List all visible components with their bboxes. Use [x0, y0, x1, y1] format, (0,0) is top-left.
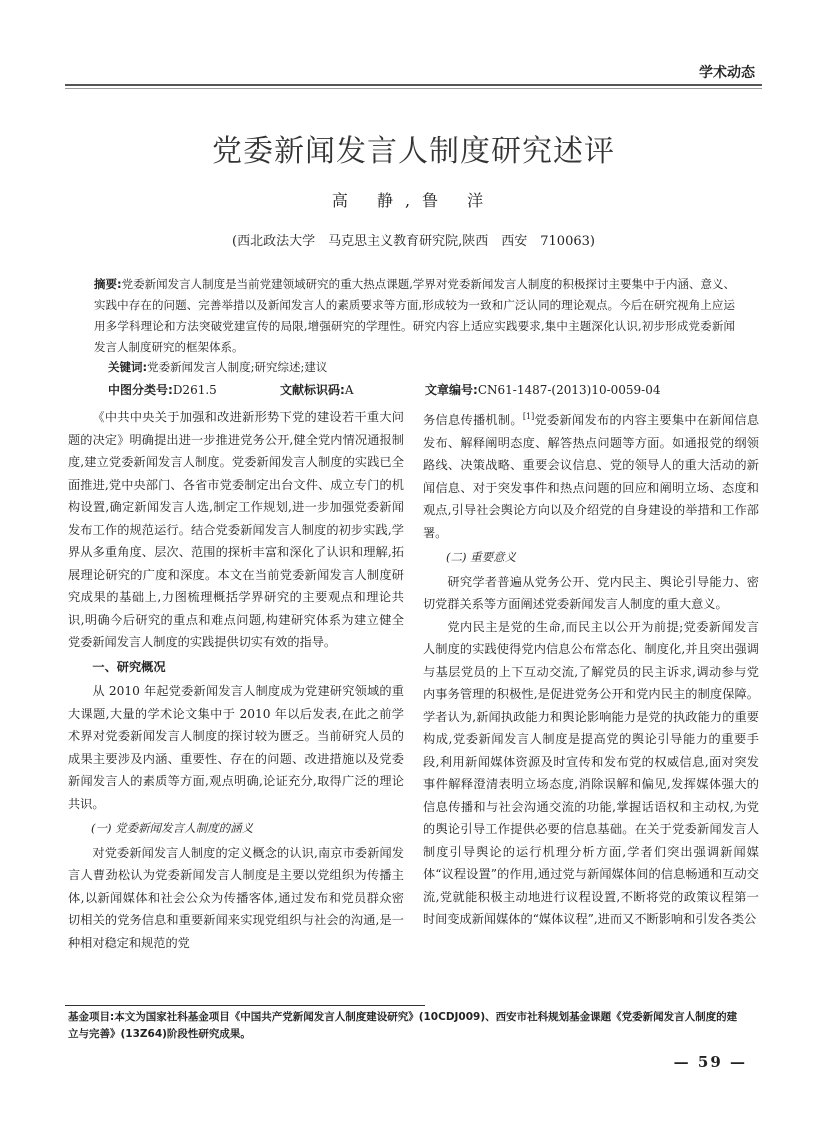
abstract-text: 党委新闻发言人制度是当前党建领域研究的重大热点课题,学界对党委新闻发言人制度的积极探讨主要集中于内涵、意义、实践中存在的问题、完善举措以及新闻发言人的素质要求等方面,形成较为一致和广泛认同的理论观点。今后在研究视角上应运用多学科理论和方法突破党建宣传的局限,增强研究的学理性。研究内容上适应实践要求,集中主题深化认识,初步形成党委新闻发言人制度研究的框架体系。 — [94, 277, 735, 354]
left-column — [68, 406, 404, 954]
article-value: CN61-1487-(2013)10-0059-04 — [477, 383, 661, 397]
clc-number — [108, 381, 217, 398]
keywords — [108, 359, 327, 375]
democracy-paragraph: 党内民主是党的生命,而民主以公开为前提;党委新闻发言人制度的实践使得党内信息公布常态化、制度化,并且突出强调与基层党员的上下互动交流,了解党员的民主诉求,调动参与党内事务管理的积极性,是促进党务公开和党内民主的制度保障。学者认为,新闻执政能力和舆论影响能力是党的执政能力的重要构成,党委新闻发言人制度是提高党的舆论引导能力的重要手段,利用新闻媒体资源及时宣传和发布党的权威信息,面对突发事件解释澄清表明立场态度,消除误解和偏见,发挥媒体强大的信息传播和与社会沟通交流的功能,掌握话语权和主动权,为党的舆论引导工作提供必要的信息基础。在关于党委新闻发言人制度引导舆论的运行机理分析方面,学者们突出强调新闻媒体“议程设置”的作用,通过党与新闻媒体间的信息畅通和互动交流,党就能积极主动地进行议程设置,不断将党的政策议程第一时间变成新闻媒体的“媒体议程”,进而又不断影响和引发各类公 — [423, 619, 759, 927]
doc-label: 文献标识码: — [280, 383, 345, 397]
right-column — [423, 406, 759, 931]
subsection-heading-meaning: (一) 党委新闻发言人制度的涵义 — [91, 821, 254, 835]
continued-text-b: 党委新闻发布的内容主要集中在新闻信息发布、解释阐明态度、解答热点问题等方面。如通报党的纲领路线、决策战略、重要会议信息、党的领导人的重大活动的新闻信息、对于突发事件和热点问题的回应和阐明立场、态度和观点,引导社会舆论方向以及介绍党的自身建设的举措和工作部署。 — [423, 413, 760, 540]
doc-value: A — [344, 383, 354, 397]
journal-section-label: 学术动态 — [699, 65, 755, 81]
affiliation: (西北政法大学 马克思主义教育研究院,陕西 西安 710063) — [232, 234, 595, 249]
clc-label: 中图分类号: — [108, 383, 173, 397]
significance-intro-paragraph: 研究学者普遍从党务公开、党内民主、舆论引导能力、密切党群关系等方面阐述党委新闻发言人制度的重大意义。 — [423, 574, 759, 612]
abstract — [94, 274, 735, 358]
abstract-label: 摘要: — [94, 277, 122, 291]
authors: 高 静,鲁 洋 — [331, 191, 496, 210]
intro-paragraph: 《中共中央关于加强和改进新形势下党的建设若干重大问题的决定》明确提出进一步推进党务公开,健全党内情况通报制度,建立党委新闻发言人制度。党委新闻发言人制度的实践已全面推进,党中央部门、各省市党委制定出台文件、成立专门的机构设置,确定新闻发言人选,制定工作规划,进一步加强党委新闻发布工作的规范运行。结合党委新闻发言人制度的初步实践,学界从多重角度、层次、范围的探析丰富和深化了认识和理解,拓展理论研究的广度和深度。本文在当前党委新闻发言人制度研究成果的基础上,力图梳理概括学界研究的主要观点和理论共识,明确今后研究的重点和难点问题,构建研究体系为建立健全党委新闻发言人制度的实践提供切实有效的指导。 — [68, 410, 404, 649]
document-code — [280, 381, 353, 398]
article-label: 文章编号: — [425, 383, 478, 397]
funding-footnote: 基金项目:本文为国家社科基金项目《中国共产党新闻发言人制度建设研究》(10CDJ009)、西安市社科规划基金课题《党委新闻发言人制度的建立与完善》(13Z64)阶段性研究成果。 — [68, 1011, 738, 1040]
section-heading-overview: 一、研究概况 — [92, 659, 166, 674]
article-title: 党委新闻发言人制度研究述评 — [212, 134, 615, 169]
subsection-heading-significance: (二) 重要意义 — [446, 550, 517, 565]
continued-text-a: 务信息传播机制。 — [423, 413, 523, 428]
keywords-text: 党委新闻发言人制度;研究综述;建议 — [147, 360, 328, 374]
header-rule — [65, 84, 762, 86]
clc-value: D261.5 — [172, 383, 217, 397]
article-number — [425, 381, 661, 398]
keywords-label: 关键词: — [108, 360, 148, 374]
overview-paragraph: 从 2010 年起党委新闻发言人制度成为党建研究领域的重大课题,大量的学术论文集中于 2010 年以后发表,在此之前学术界对党委新闻发言人制度的探讨较为匮乏。当前研究人员的成果主要涉及内涵、重要性、存在的问题、改进措施以及党委新闻发言人的素质等方面,观点明确,论证充分,取得广泛的理论共识。 — [68, 684, 404, 811]
header-rule-thin — [65, 88, 762, 89]
definition-paragraph: 对党委新闻发言人制度的定义概念的认识,南京市委新闻发言人曹劲松认为党委新闻发言人制度是主要以党组织为传播主体,以新闻媒体和社会公众为传播客体,通过发布和党员群众密切相关的党务信息和重要新闻来实现党组织与社会的沟通,是一种相对稳定和规范的党 — [68, 845, 404, 950]
citation-ref: [1] — [522, 412, 535, 421]
footnote-rule — [65, 1005, 425, 1006]
definition-continued-paragraph — [423, 406, 759, 544]
page-number: — 59 — — [673, 1053, 747, 1071]
